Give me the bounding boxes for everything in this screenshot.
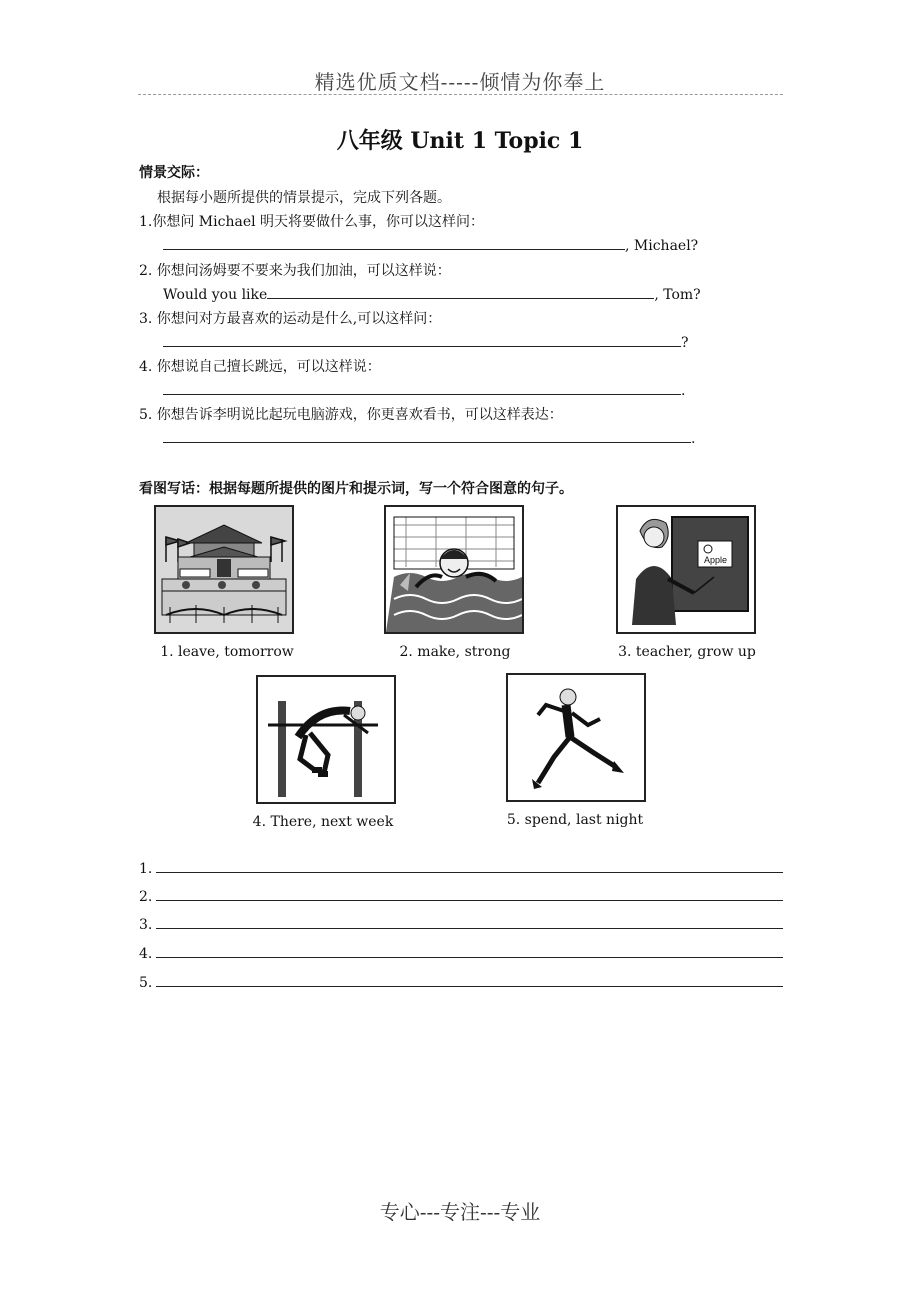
picture-1-caption: 1. leave, tomorrow — [160, 644, 294, 660]
question-1-prompt: 1.你想问 Michael 明天将要做什么事，你可以这样问： — [139, 214, 485, 230]
answer-label: 2. — [139, 889, 153, 905]
question-4-suffix: . — [681, 383, 686, 399]
answer-blank[interactable] — [156, 858, 783, 873]
teacher-icon — [618, 507, 754, 632]
picture-2-frame — [384, 505, 524, 634]
answer-line-3 — [139, 914, 783, 933]
picture-2-caption: 2. make, strong — [399, 644, 511, 660]
picture-4-caption: 4. There, next week — [252, 814, 394, 830]
high-jump-icon — [258, 677, 394, 802]
picture-3-frame — [616, 505, 756, 634]
question-4-answer-row — [163, 380, 685, 399]
answer-blank[interactable] — [156, 943, 783, 958]
answer-label: 1. — [139, 861, 153, 877]
board-sign-text: Apple — [704, 555, 728, 565]
answer-blank[interactable] — [156, 914, 783, 929]
answer-blank[interactable] — [267, 284, 654, 299]
section-instruction: 根据每小题所提供的情景提示，完成下列各题。 — [157, 190, 451, 206]
swimmer-icon — [386, 507, 522, 632]
picture-5-caption: 5. spend, last night — [506, 812, 644, 828]
section-heading-picture-writing: 看图写话：根据每题所提供的图片和提示词，写一个符合图意的句子。 — [139, 481, 573, 497]
question-1-answer-row — [163, 235, 698, 254]
picture-5-frame — [506, 673, 646, 802]
answer-label: 5. — [139, 975, 153, 991]
tiananmen-gate-icon — [156, 507, 292, 632]
question-3-prompt: 3. 你想问对方最喜欢的运动是什么,可以这样问： — [139, 311, 442, 327]
question-5-answer-row — [163, 428, 695, 447]
page-header: 精选优质文档-----倾情为你奉上 — [314, 70, 606, 94]
question-4-prompt: 4. 你想说自己擅长跳远，可以这样说： — [139, 359, 381, 375]
picture-1-frame — [154, 505, 294, 634]
answer-blank[interactable] — [156, 972, 783, 987]
answer-blank[interactable] — [163, 332, 681, 347]
question-5-suffix: . — [691, 431, 696, 447]
header-divider — [138, 94, 783, 95]
answer-blank[interactable] — [163, 380, 681, 395]
runner-icon — [508, 675, 644, 800]
section-heading-dialogue: 情景交际： — [139, 165, 209, 181]
question-1-suffix: , Michael? — [625, 238, 699, 254]
answer-blank[interactable] — [156, 886, 783, 901]
answer-line-5 — [139, 972, 783, 991]
picture-4-frame — [256, 675, 396, 804]
question-2-answer-row — [163, 284, 701, 303]
question-3-suffix: ? — [681, 335, 689, 351]
answer-line-1 — [139, 858, 783, 877]
answer-label: 3. — [139, 917, 153, 933]
question-2-prompt: 2. 你想问汤姆要不要来为我们加油，可以这样说： — [139, 263, 451, 279]
question-2-suffix: , Tom? — [654, 287, 701, 303]
answer-blank[interactable] — [163, 235, 625, 250]
answer-blank[interactable] — [163, 428, 691, 443]
picture-3-caption: 3. teacher, grow up — [618, 644, 756, 660]
answer-line-4 — [139, 943, 783, 962]
answer-line-2 — [139, 886, 783, 905]
page-footer: 专心---专注---专业 — [379, 1200, 541, 1224]
worksheet-title: 八年级 Unit 1 Topic 1 — [336, 128, 584, 154]
question-5-prompt: 5. 你想告诉李明说比起玩电脑游戏，你更喜欢看书，可以这样表达： — [139, 407, 563, 423]
question-2-prefix: Would you like — [163, 287, 268, 303]
answer-label: 4. — [139, 946, 153, 962]
question-3-answer-row — [163, 332, 689, 351]
